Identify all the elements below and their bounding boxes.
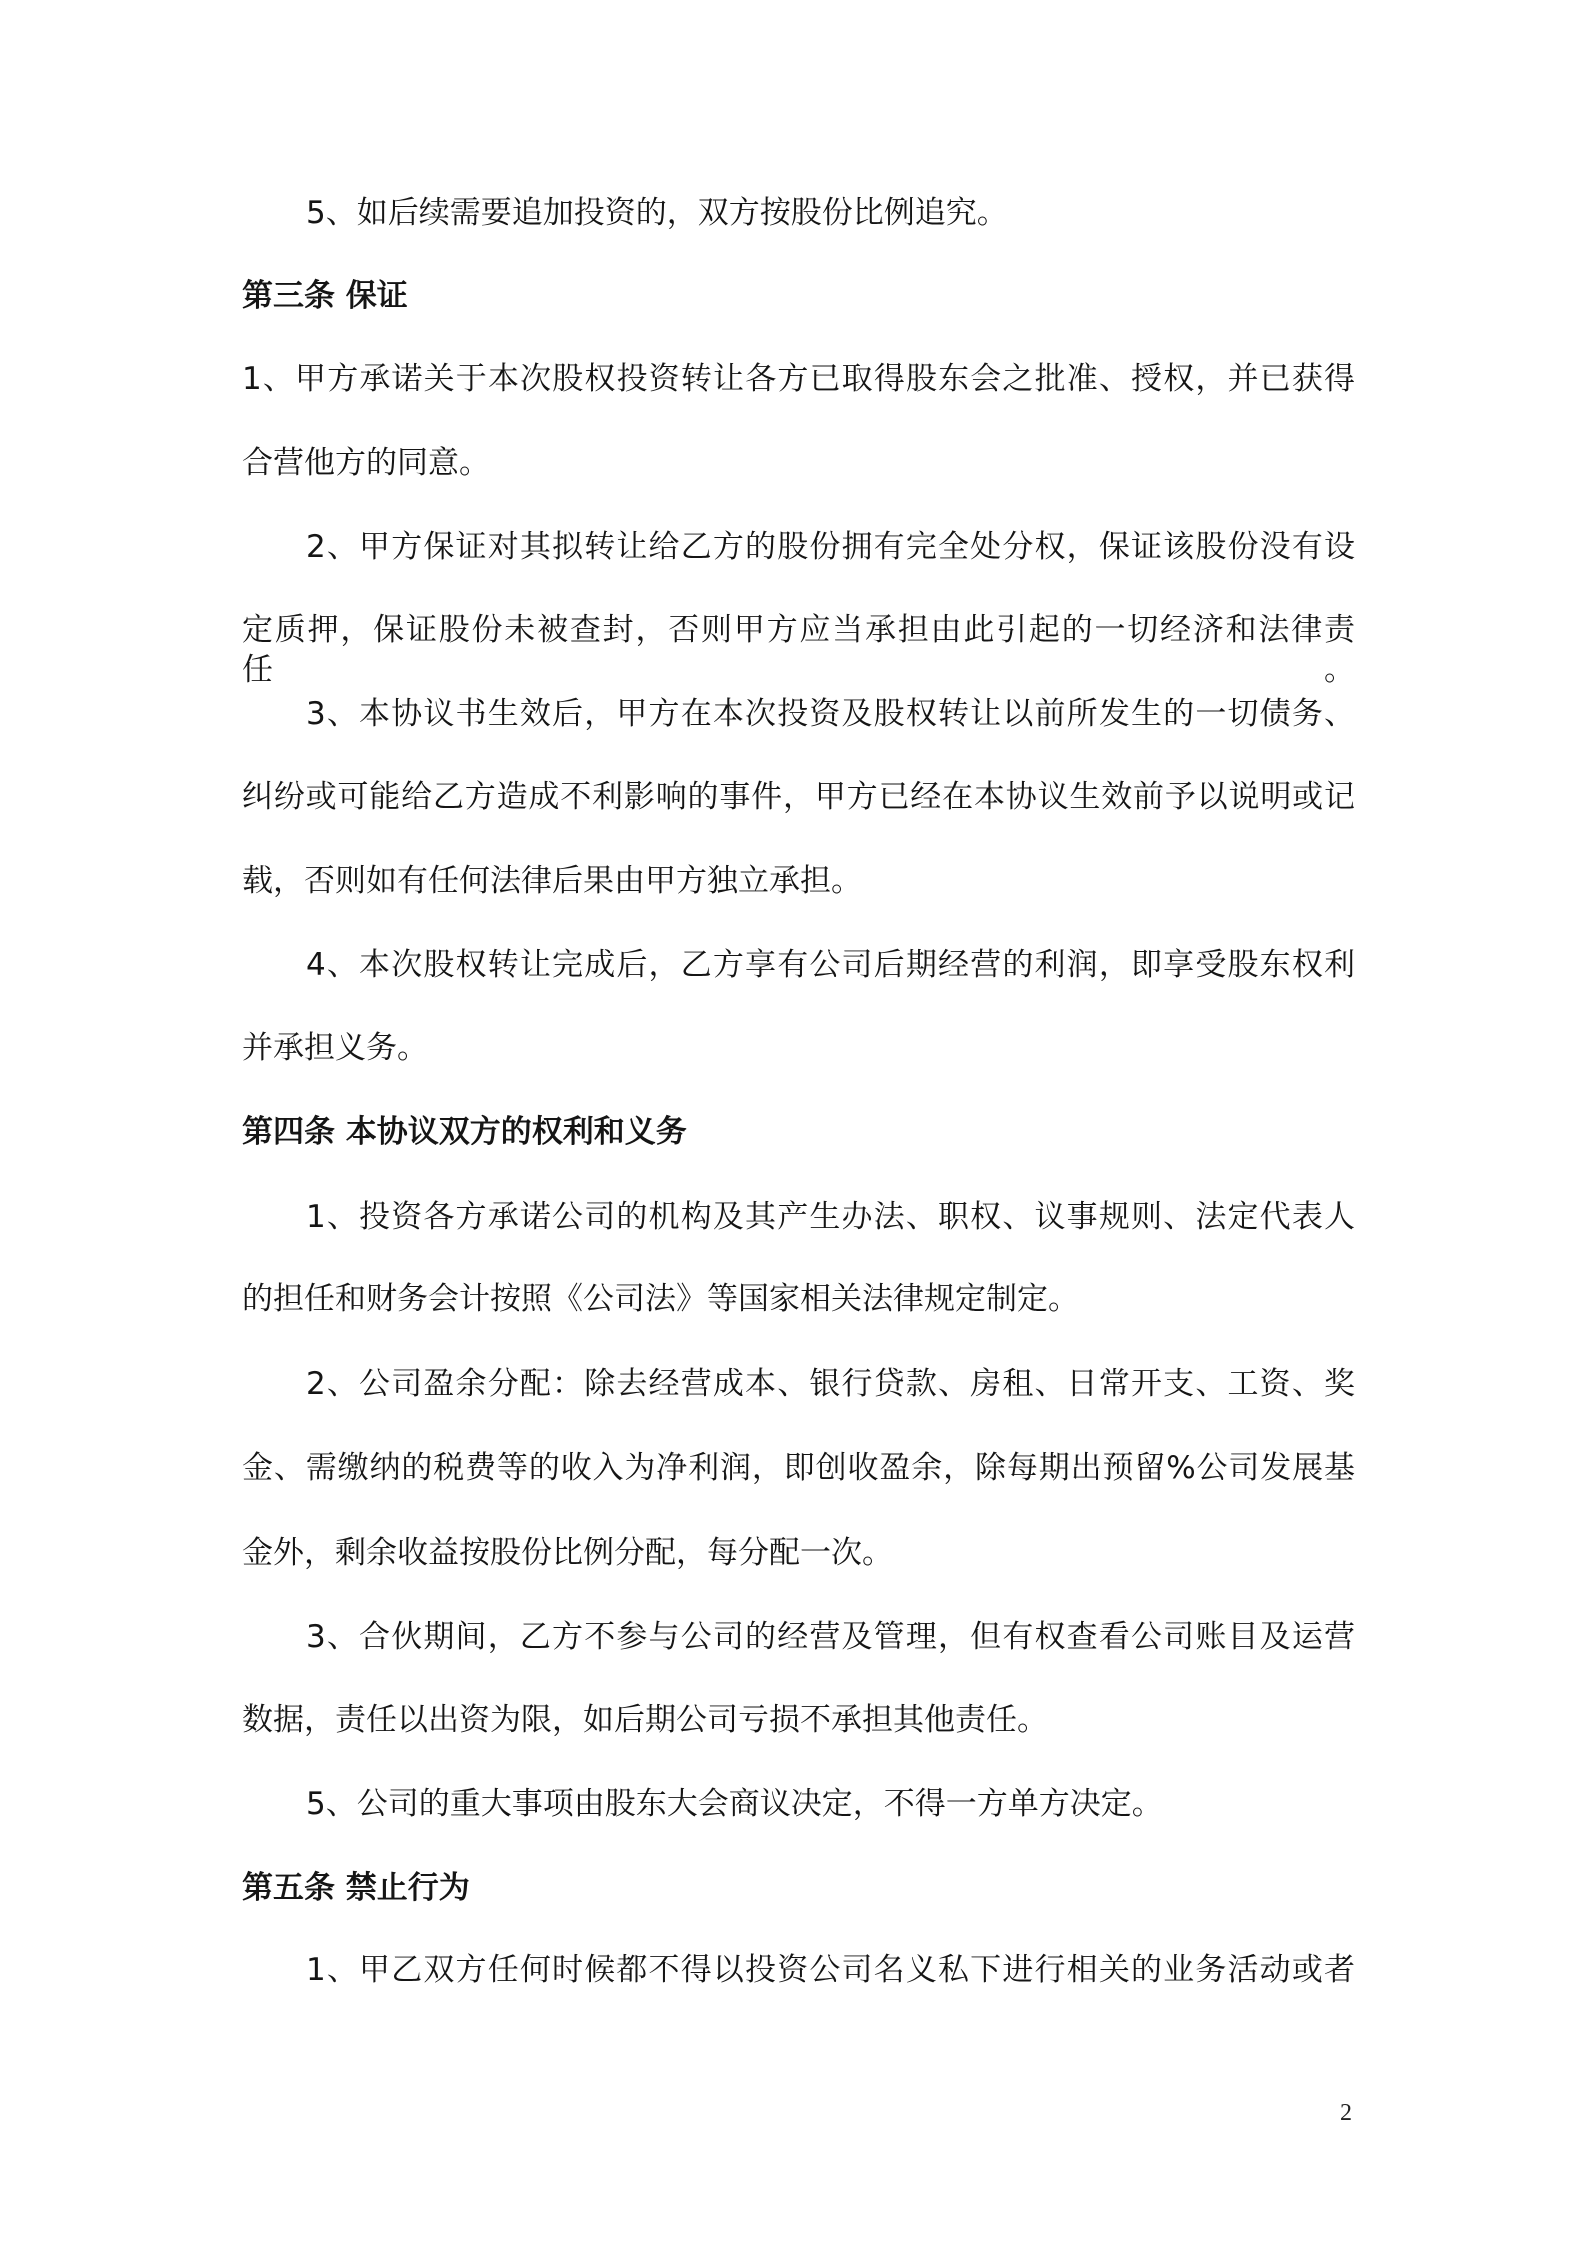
- article-4-heading: 第四条 本协议双方的权利和义务: [242, 1114, 687, 1150]
- paragraph-line: 金、需缴纳的税费等的收入为净利润，即创收盈余，除每期出预留%公司发展基: [242, 1450, 1355, 1486]
- paragraph-line: 5、公司的重大事项由股东大会商议决定，不得一方单方决定。: [306, 1786, 1163, 1822]
- paragraph-line: 的担任和财务会计按照《公司法》等国家相关法律规定制定。: [242, 1281, 1079, 1317]
- paragraph-line: 并承担义务。: [242, 1030, 428, 1066]
- clause-2-item-5: 5、如后续需要追加投资的，双方按股份比例追究。: [306, 195, 1008, 231]
- paragraph-line: 数据，责任以出资为限，如后期公司亏损不承担其他责任。: [242, 1702, 1048, 1738]
- article-5-heading: 第五条 禁止行为: [242, 1870, 470, 1906]
- paragraph-line: 2、甲方保证对其拟转让给乙方的股份拥有完全处分权，保证该股份没有设: [306, 529, 1355, 565]
- article-3-heading: 第三条 保证: [242, 278, 408, 314]
- paragraph-line: 2、公司盈余分配：除去经营成本、银行贷款、房租、日常开支、工资、奖: [306, 1366, 1355, 1402]
- paragraph-line: 1、甲方承诺关于本次股权投资转让各方已取得股东会之批准、授权，并已获得: [242, 361, 1355, 397]
- paragraph-line: 1、投资各方承诺公司的机构及其产生办法、职权、议事规则、法定代表人: [306, 1199, 1355, 1235]
- paragraph-line: 合营他方的同意。: [242, 445, 490, 481]
- paragraph-line: 金外，剩余收益按股份比例分配，每分配一次。: [242, 1535, 893, 1571]
- paragraph-line: 纠纷或可能给乙方造成不利影响的事件，甲方已经在本协议生效前予以说明或记: [242, 779, 1355, 815]
- paragraph-line: 1、甲乙双方任何时候都不得以投资公司名义私下进行相关的业务活动或者: [306, 1952, 1355, 1988]
- paragraph-line: 4、本次股权转让完成后，乙方享有公司后期经营的利润，即享受股东权利: [306, 947, 1355, 983]
- page-number: 2: [1340, 2100, 1352, 2126]
- paragraph-line: 载，否则如有任何法律后果由甲方独立承担。: [242, 863, 862, 899]
- paragraph-line: 3、本协议书生效后，甲方在本次投资及股权转让以前所发生的一切债务、: [306, 696, 1355, 732]
- paragraph-line: 3、合伙期间，乙方不参与公司的经营及管理，但有权查看公司账目及运营: [306, 1619, 1355, 1655]
- paragraph-line: 定质押，保证股份未被查封，否则甲方应当承担由此引起的一切经济和法律责任。: [242, 612, 1355, 688]
